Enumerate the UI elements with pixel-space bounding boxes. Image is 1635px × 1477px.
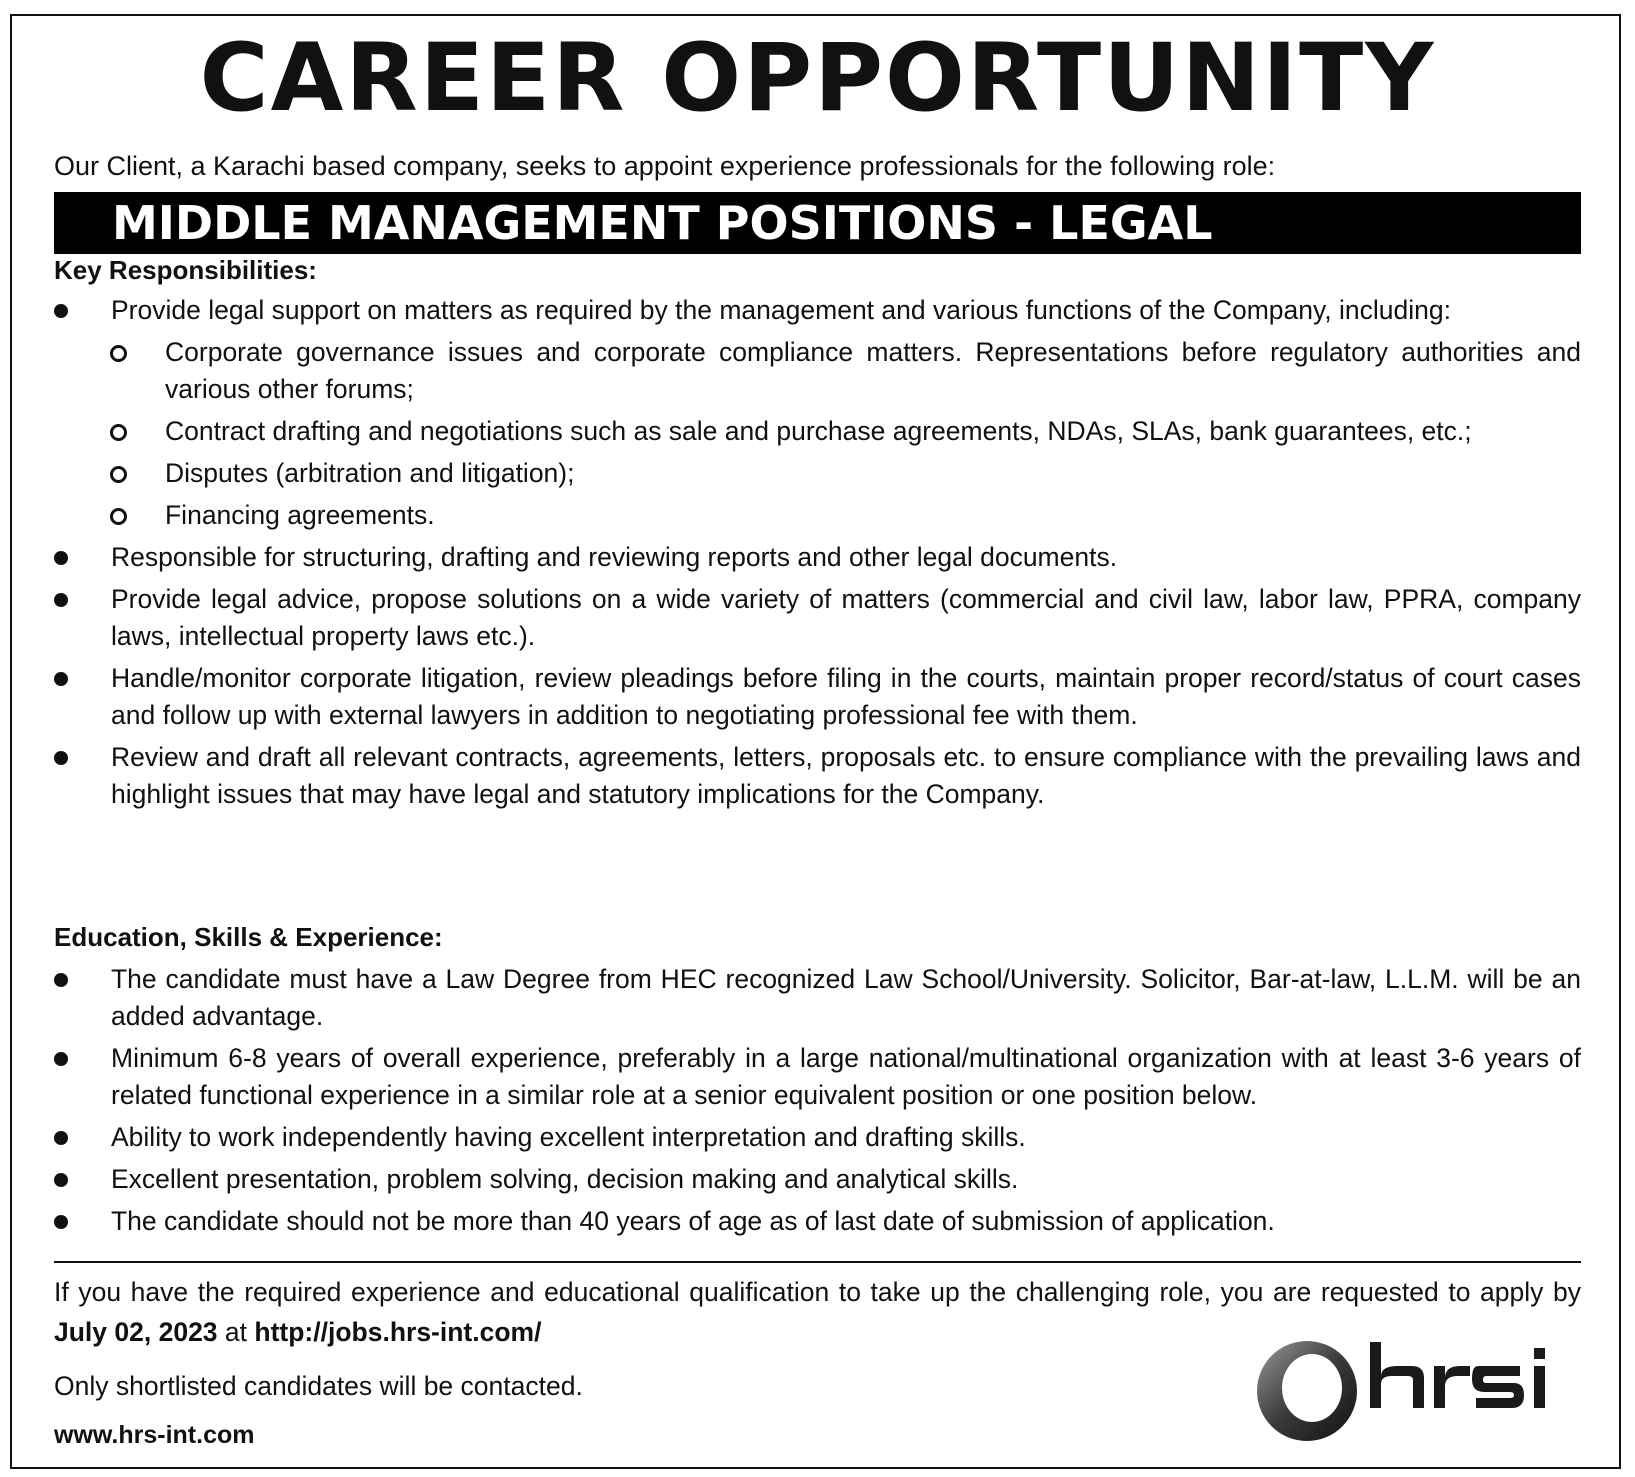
list-item bbox=[54, 1203, 1581, 1240]
website-link[interactable]: www.hrs-int.com bbox=[54, 1421, 255, 1449]
list-item-text: Handle/monitor corporate litigation, review pleadings before filing in the courts, maintain proper record/status of court cases and follow up with external lawyers in addition to negotiating professional fee with them. bbox=[111, 663, 1581, 730]
apply-text: If you have the required experience and educational qualification to take up the challenging role, you are requested to apply by bbox=[54, 1277, 1581, 1307]
list-item-text: Review and draft all relevant contracts, agreements, letters, proposals etc. to ensure compliance with the prevailing laws and highlight issues that may have legal and statutory implications for the Company. bbox=[111, 742, 1581, 809]
list-item bbox=[54, 292, 1581, 329]
list-item bbox=[54, 1119, 1581, 1156]
bullet-icon bbox=[54, 973, 68, 987]
circle-bullet-icon bbox=[110, 345, 127, 362]
circle-bullet-icon bbox=[110, 424, 127, 441]
list-item-text: Corporate governance issues and corporate compliance matters. Representations before regulatory authorities and various other forums; bbox=[165, 337, 1581, 404]
bullet-icon bbox=[54, 593, 68, 607]
apply-link[interactable]: http://jobs.hrs-int.com/ bbox=[254, 1317, 542, 1347]
hrsi-logo bbox=[1252, 1336, 1582, 1446]
page-title: CAREER OPPORTUNITY bbox=[199, 24, 1436, 133]
apply-at: at bbox=[224, 1317, 248, 1347]
list-item-text: Responsible for structuring, drafting and reviewing reports and other legal documents. bbox=[111, 542, 1118, 572]
list-item-text: Excellent presentation, problem solving, decision making and analytical skills. bbox=[111, 1164, 1019, 1194]
responsibilities-heading: Key Responsibilities: bbox=[54, 255, 317, 285]
divider bbox=[54, 1261, 1581, 1263]
list-item bbox=[54, 1161, 1581, 1198]
list-item bbox=[54, 539, 1581, 576]
sub-list-item bbox=[54, 497, 1581, 534]
list-item-text: Provide legal support on matters as required by the management and various functions of the Company, including: bbox=[111, 295, 1451, 325]
education-list bbox=[54, 961, 1581, 1245]
list-item bbox=[54, 581, 1581, 655]
list-item-text: The candidate should not be more than 40 years of age as of last date of submission of application. bbox=[111, 1206, 1275, 1236]
list-item-text: Financing agreements. bbox=[165, 500, 435, 530]
list-item bbox=[54, 961, 1581, 1035]
bullet-icon bbox=[54, 551, 68, 565]
bullet-icon bbox=[54, 1215, 68, 1229]
sub-list-item bbox=[54, 413, 1581, 450]
deadline-date: July 02, 2023 bbox=[54, 1317, 218, 1347]
hrsi-logo-mark bbox=[1252, 1336, 1582, 1446]
list-item-text: The candidate must have a Law Degree from HEC recognized Law School/University. Solicitor, Bar-at-law, L.L.M. will be an added advantage. bbox=[111, 964, 1581, 1031]
bullet-icon bbox=[54, 1131, 68, 1145]
intro-text: Our Client, a Karachi based company, seeks to appoint experience professionals for the following role: bbox=[54, 151, 1276, 181]
circle-bullet-icon bbox=[110, 508, 127, 525]
bullet-icon bbox=[54, 304, 68, 318]
list-item-text: Provide legal advice, propose solutions on a wide variety of matters (commercial and civil law, labor law, PPRA, company laws, intellectual property laws etc.). bbox=[111, 584, 1581, 651]
circle-bullet-icon bbox=[110, 466, 127, 483]
list-item bbox=[54, 1040, 1581, 1114]
position-banner: MIDDLE MANAGEMENT POSITIONS - LEGAL bbox=[54, 192, 1581, 254]
list-item bbox=[54, 660, 1581, 734]
responsibilities-list bbox=[54, 292, 1581, 818]
education-heading: Education, Skills & Experience: bbox=[54, 922, 443, 952]
bullet-icon bbox=[54, 1173, 68, 1187]
list-item-text: Contract drafting and negotiations such as sale and purchase agreements, NDAs, SLAs, bank guarantees, etc.; bbox=[165, 416, 1472, 446]
bullet-icon bbox=[54, 751, 68, 765]
shortlist-note: Only shortlisted candidates will be contacted. bbox=[54, 1371, 583, 1401]
bullet-icon bbox=[54, 672, 68, 686]
bullet-icon bbox=[54, 1052, 68, 1066]
list-item-text: Disputes (arbitration and litigation); bbox=[165, 458, 575, 488]
list-item-text: Minimum 6-8 years of overall experience, preferably in a large national/multinational organization with at least 3-6 years of related functional experience in a similar role at a senior equivalent position or one position below. bbox=[111, 1043, 1581, 1110]
sub-list-item bbox=[54, 334, 1581, 408]
list-item bbox=[54, 739, 1581, 813]
list-item-text: Ability to work independently having excellent interpretation and drafting skills. bbox=[111, 1122, 1026, 1152]
sub-list-item bbox=[54, 455, 1581, 492]
